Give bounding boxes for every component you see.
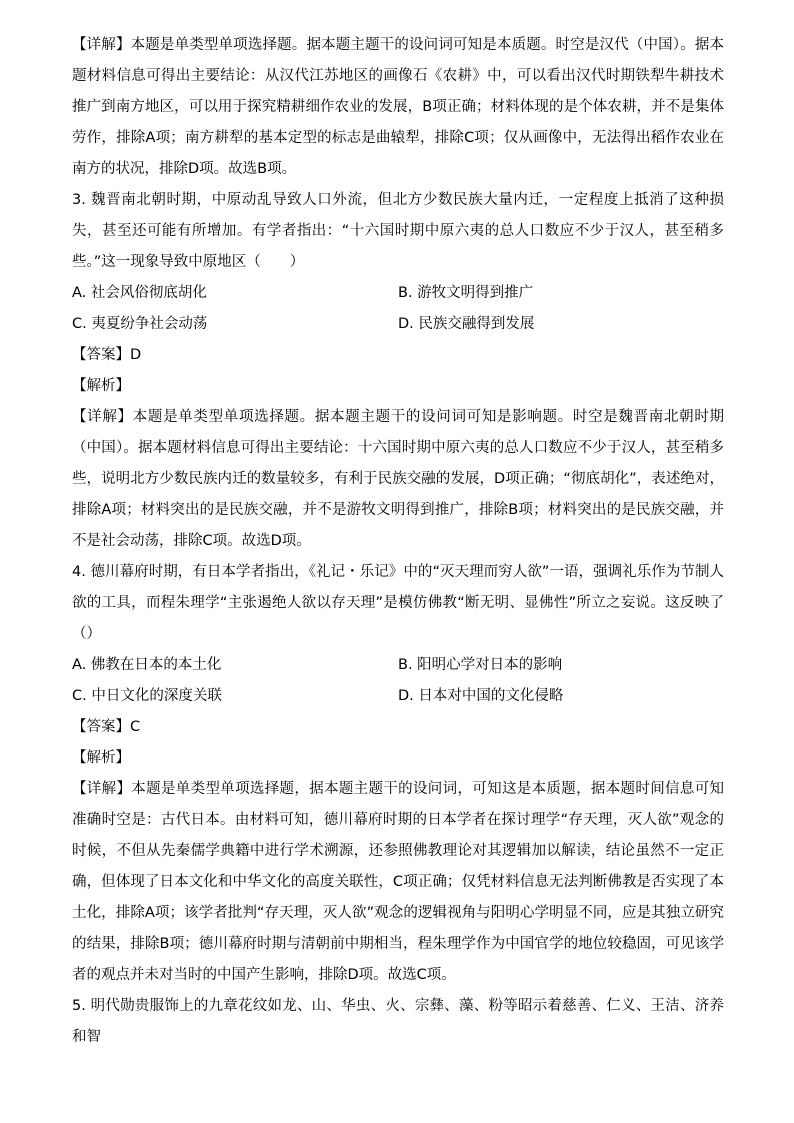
explanation-q4: 【详解】本题是单类型单项选择题，据本题主题干的设问词，可知这是本质题，据本题时间信息可知准确时空是：古代日本。由材料可知，德川幕府时期的日本学者在探讨理学“存天理，灭人欲”观念的时候，不但从先秦儒学典籍中进行学术溯源，还参照佛教理论对其逻辑加以解读，结论虽然不一定正确，但体现了日本文化和中华文化的高度关联性，C项正确；仅凭材料信息无法判断佛教是否实现了本土化，排除A项；该学者批判“存天理，灭人欲”观念的逻辑视角与阳明心学明显不同，应是其独立研究的结果，排除B项；德川幕府时期与清朝前中期相当，程朱理学作为中国官学的地位较稳固，可见该学者的观点并未对当时的中国产生影响，排除D项。故选C项。 [72, 781, 724, 983]
option-b: B. 游牧文明得到推广 [398, 285, 534, 301]
option-d: D. 民族交融得到发展 [398, 316, 535, 332]
question-4-options-row-1 [72, 650, 724, 681]
explanation-q3: 【详解】本题是单类型单项选择题。据本题主题干的设问词可知是影响题。时空是魏晋南北朝时期（中国）。据本题材料信息可得出主要结论：十六国时期中原六夷的总人口数应不少于汉人，甚至稍多些，说明北方少数民族内迁的数量较多，有利于民族交融的发展，D项正确；“彻底胡化”，表述绝对，排除A项；材料突出的是民族交融，并不是游牧文明得到推广，排除B项；材料突出的是民族交融，并不是社会动荡，排除C项。故选D项。 [72, 409, 724, 549]
document-page [72, 30, 724, 1053]
question-3-options-row-1 [72, 278, 724, 309]
option-c: C. 中日文化的深度关联 [72, 688, 222, 704]
question-4-stem: 4. 德川幕府时期，有日本学者指出，《礼记・乐记》中的“灭天理而穷人欲”一语，强调礼乐作为节制人欲的工具，而程朱理学“主张遏绝人欲以存天理”是模仿佛教“断无明、显佛性”所立之妄说。这反映了（） [72, 564, 724, 642]
question-5-stem: 5. 明代勋贵服饰上的九章花纹如龙、山、华虫、火、宗彝、藻、粉等昭示着慈善、仁义、王洁、济养和智 [72, 998, 724, 1045]
option-d: D. 日本对中国的文化侵略 [398, 688, 564, 704]
explanation-q2: 【详解】本题是单类型单项选择题。据本题主题干的设问词可知是本质题。时空是汉代（中国）。据本题材料信息可得出主要结论：从汉代江苏地区的画像石《农耕》中，可以看出汉代时期铁犁牛耕技术推广到南方地区，可以用于探究精耕细作农业的发展，B项正确；材料体现的是个体农耕，并不是集体劳作，排除A项；南方耕犁的基本定型的标志是曲辕犁，排除C项；仅从画像中，无法得出稻作农业在南方的状况，排除D项。故选B项。 [72, 37, 724, 177]
question-3-options-row-2 [72, 309, 724, 340]
answer-label-q3: 【答案】D [72, 347, 142, 363]
analysis-label-q4: 【解析】 [72, 750, 130, 766]
analysis-label-q3: 【解析】 [72, 378, 130, 394]
option-a: A. 社会风俗彻底胡化 [72, 285, 207, 301]
question-3-stem: 3. 魏晋南北朝时期，中原动乱导致人口外流，但北方少数民族大量内迁，一定程度上抵消了这种损失，甚至还可能有所增加。有学者指出：“十六国时期中原六夷的总人口数应不少于汉人，甚至稍多些。”这一现象导致中原地区（ ） [72, 192, 724, 270]
question-4-options-row-2 [72, 681, 724, 712]
option-a: A. 佛教在日本的本土化 [72, 657, 222, 673]
answer-label-q4: 【答案】C [72, 719, 141, 735]
option-c: C. 夷夏纷争社会动荡 [72, 316, 208, 332]
option-b: B. 阳明心学对日本的影响 [398, 657, 563, 673]
